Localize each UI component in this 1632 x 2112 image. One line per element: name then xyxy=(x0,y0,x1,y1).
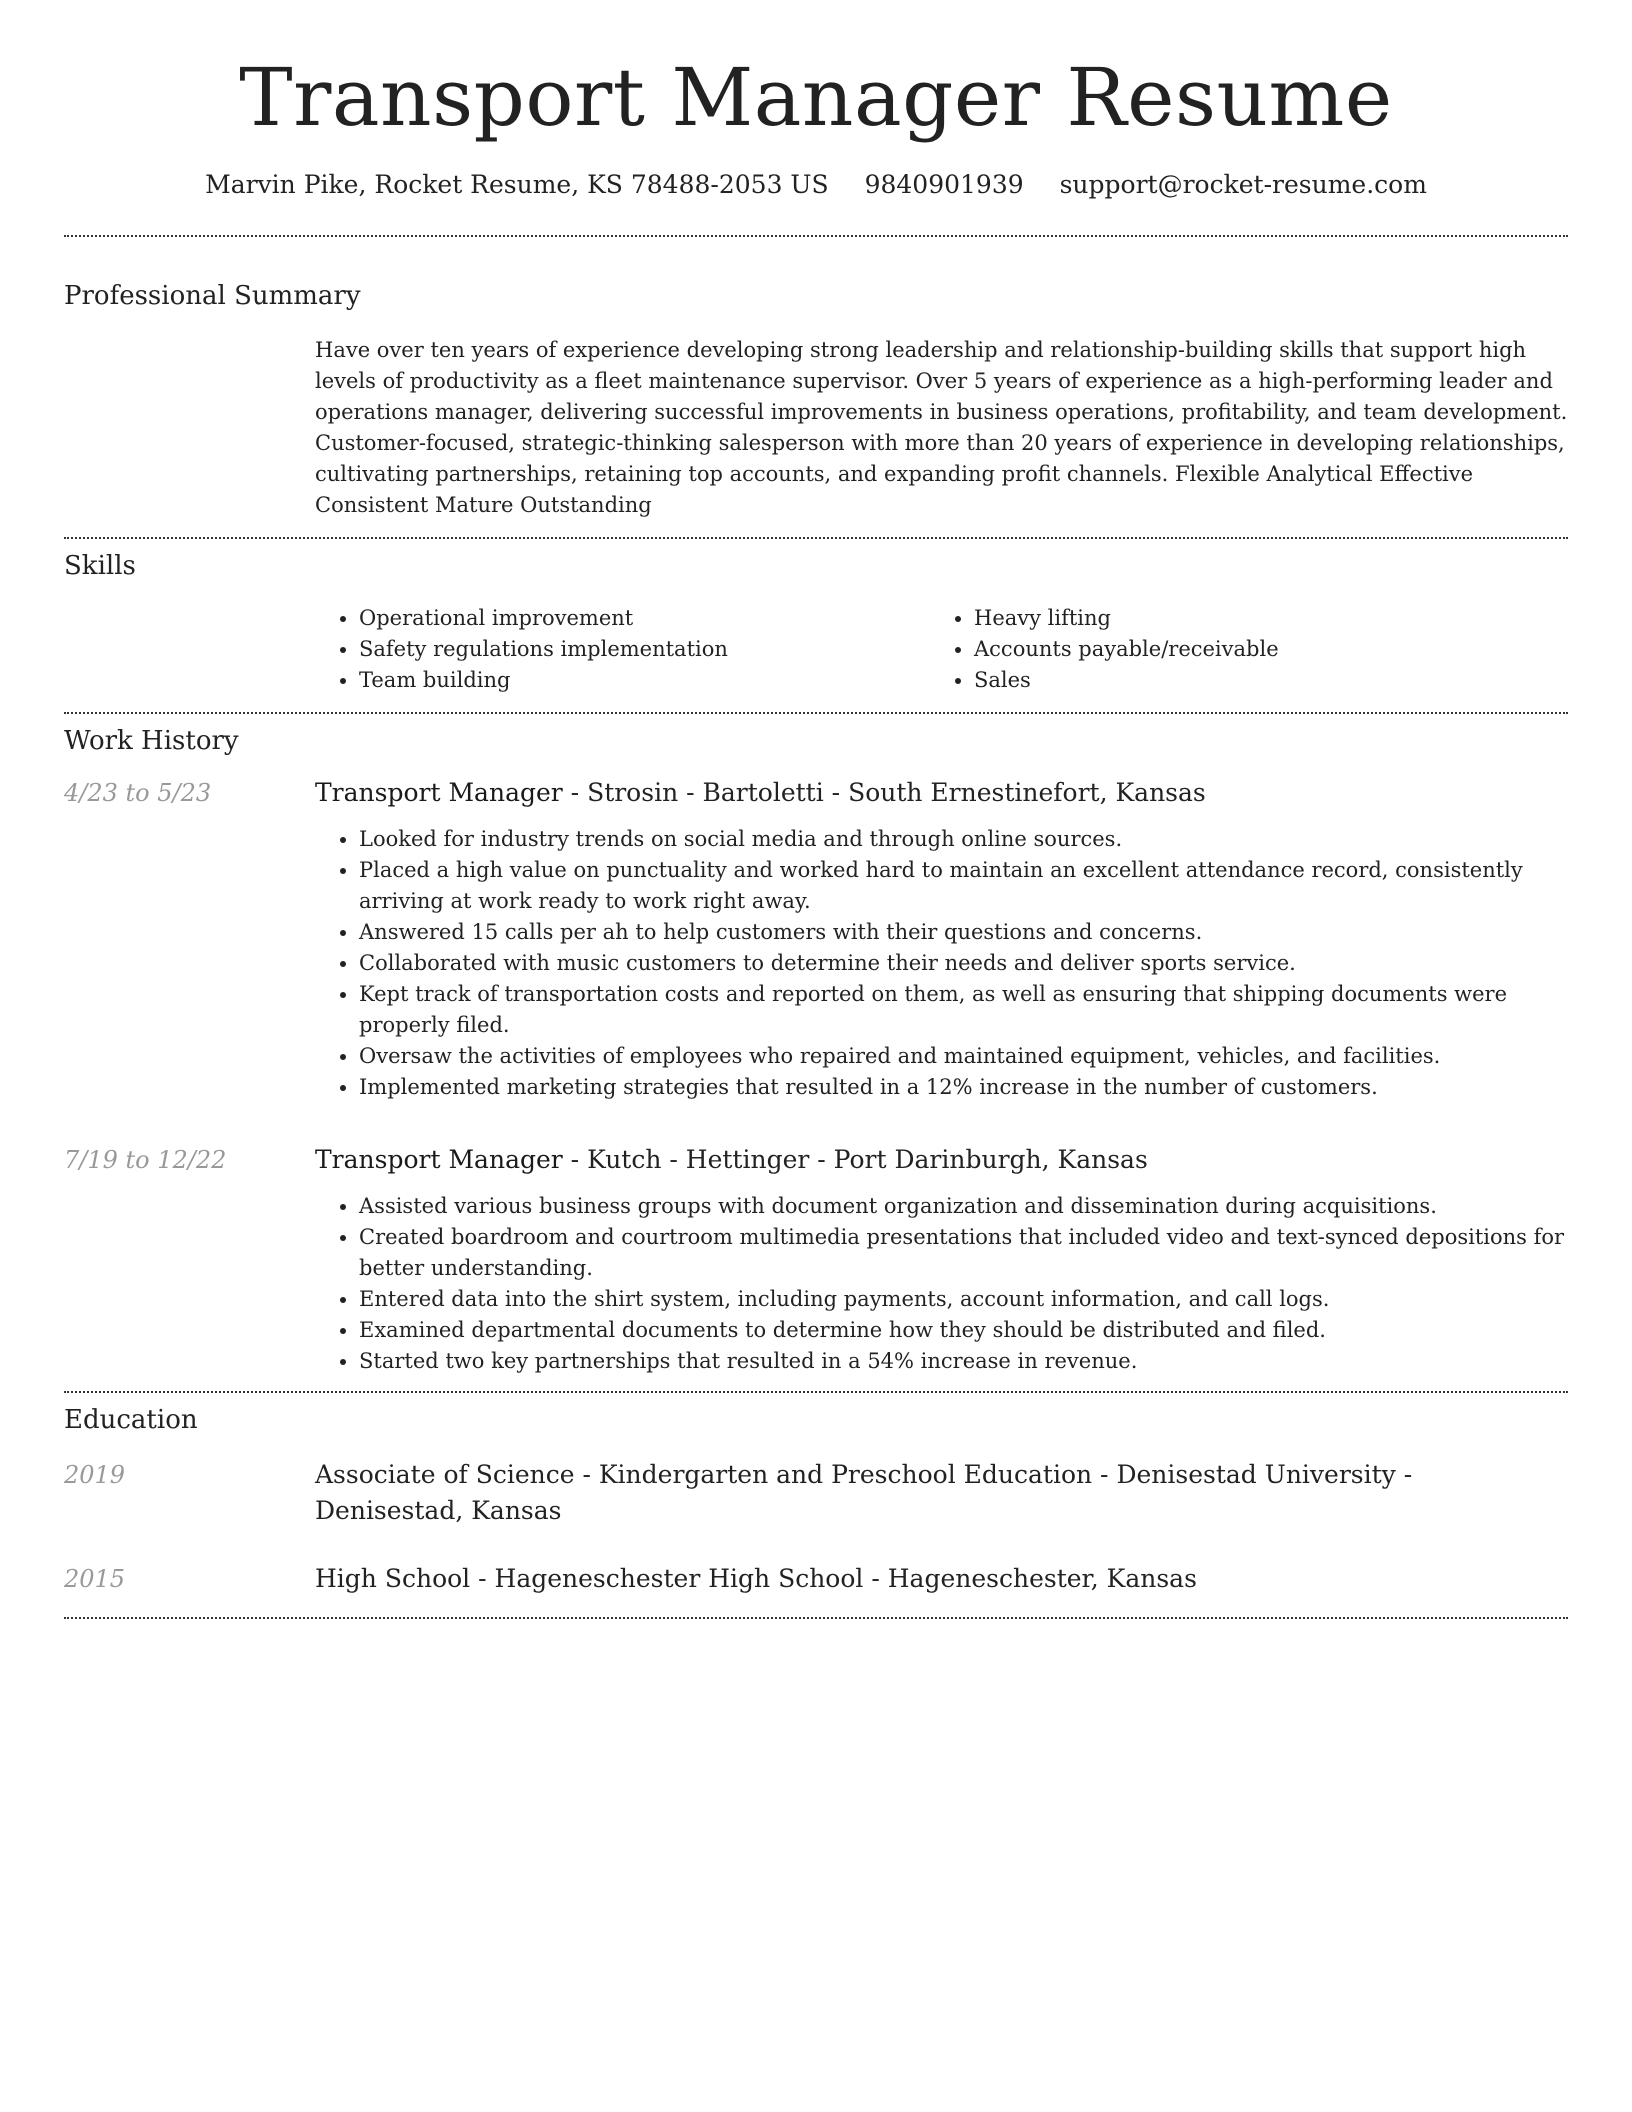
job-title: Transport Manager xyxy=(315,778,563,807)
education-location: Hageneschester, Kansas xyxy=(887,1564,1197,1593)
education-entry xyxy=(64,1561,1568,1597)
job-bullet: • Examined departmental documents to determine how they should be distributed and filed. xyxy=(359,1315,1568,1346)
contact-address: Marvin Pike, Rocket Resume, KS 78488-2053 US xyxy=(205,170,829,199)
education-year: 2015 xyxy=(64,1565,126,1593)
job-title-line: Transport Manager - Strosin - Bartoletti - South Ernestinefort, Kansas xyxy=(315,778,1206,807)
job-title-line: Transport Manager - Kutch - Hettinger - Port Darinburgh, Kansas xyxy=(315,1145,1148,1174)
job-bullet: • Oversaw the activities of employees who repaired and maintained equipment, vehicles, and facilities. xyxy=(359,1041,1568,1072)
divider xyxy=(64,1617,1568,1619)
skills-section xyxy=(64,551,1568,696)
skills-list-left xyxy=(315,603,930,696)
summary-text: Have over ten years of experience developing strong leadership and relationship-building skills that support high levels of productivity as a fleet maintenance supervisor. Over 5 years of experience as a high-performing leader and operations manager, delivering successful improvements in business operations, profitability, and team development. Customer-focused, strategic-thinking salesperson with more than 20 years of experience in developing relationships, cultivating partnerships, retaining top accounts, and expanding profit channels. Flexible Analytical Effective Consistent Mature Outstanding xyxy=(315,338,1568,517)
job-bullet: • Placed a high value on punctuality and worked hard to maintain an excellent attendance record, consistently arriving at work ready to work right away. xyxy=(359,855,1568,917)
job-bullet: • Kept track of transportation costs and reported on them, as well as ensuring that shipping documents were properly filed. xyxy=(359,979,1568,1041)
skills-grid xyxy=(315,603,1568,696)
job-bullets xyxy=(315,824,1568,1103)
education-degree: High School xyxy=(315,1564,471,1593)
job-location: South Ernestinefort, Kansas xyxy=(848,778,1206,807)
resume-page xyxy=(64,0,1568,1619)
skill-item: • Heavy lifting xyxy=(974,603,1545,634)
divider xyxy=(64,235,1568,237)
job-bullet: • Implemented marketing strategies that resulted in a 12% increase in the number of customers. xyxy=(359,1072,1568,1103)
job-bullet: • Created boardroom and courtroom multimedia presentations that included video and text-synced depositions for better understanding. xyxy=(359,1222,1568,1284)
contact-line xyxy=(64,170,1568,199)
skill-item: • Operational improvement xyxy=(359,603,930,634)
education-school: Denisestad University xyxy=(1116,1460,1396,1489)
education-field: Kindergarten and Preschool Education xyxy=(598,1460,1093,1489)
section-heading-work: Work History xyxy=(64,726,239,756)
summary-section xyxy=(64,281,1568,521)
education-line: Associate of Science - Kindergarten and Preschool Education - Denisestad University - Denisestad, Kansas xyxy=(315,1460,1413,1525)
job-dates: 7/19 to 12/22 xyxy=(64,1146,227,1174)
education-school: Hageneschester High School xyxy=(494,1564,864,1593)
job-dates: 4/23 to 5/23 xyxy=(64,779,212,807)
work-history-section xyxy=(64,726,1568,1377)
skills-list-right xyxy=(930,603,1545,696)
job-entry xyxy=(64,1143,1568,1377)
section-heading-skills: Skills xyxy=(64,551,136,581)
job-employer: Kutch - Hettinger xyxy=(587,1145,810,1174)
section-heading-education: Education xyxy=(64,1405,198,1435)
job-title: Transport Manager xyxy=(315,1145,563,1174)
education-year: 2019 xyxy=(64,1461,126,1489)
divider xyxy=(64,1391,1568,1393)
job-bullet: • Entered data into the shirt system, including payments, account information, and call logs. xyxy=(359,1284,1568,1315)
job-employer: Strosin - Bartoletti xyxy=(587,778,824,807)
divider xyxy=(64,712,1568,714)
job-bullet: • Collaborated with music customers to determine their needs and deliver sports service. xyxy=(359,948,1568,979)
skill-item: • Safety regulations implementation xyxy=(359,634,930,665)
job-bullet: • Assisted various business groups with document organization and dissemination during acquisitions. xyxy=(359,1191,1568,1222)
section-heading-summary: Professional Summary xyxy=(64,281,361,311)
skill-item: • Accounts payable/receivable xyxy=(974,634,1545,665)
job-bullets xyxy=(315,1191,1568,1377)
education-section xyxy=(64,1405,1568,1597)
divider xyxy=(64,537,1568,539)
education-line: High School - Hageneschester High School - Hageneschester, Kansas xyxy=(315,1564,1197,1593)
education-location: Denisestad, Kansas xyxy=(315,1496,562,1525)
job-bullet: • Answered 15 calls per ah to help customers with their questions and concerns. xyxy=(359,917,1568,948)
job-bullet: • Looked for industry trends on social media and through online sources. xyxy=(359,824,1568,855)
contact-phone: 9840901939 xyxy=(864,170,1024,199)
skill-item: • Sales xyxy=(974,665,1545,696)
job-location: Port Darinburgh, Kansas xyxy=(833,1145,1148,1174)
education-degree: Associate of Science xyxy=(315,1460,575,1489)
contact-email: support@rocket-resume.com xyxy=(1059,170,1427,199)
job-bullet: • Started two key partnerships that resulted in a 54% increase in revenue. xyxy=(359,1346,1568,1377)
skill-item: • Team building xyxy=(359,665,930,696)
job-entry xyxy=(64,776,1568,1103)
education-entry xyxy=(64,1457,1568,1529)
resume-title: Transport Manager Resume xyxy=(239,51,1393,144)
